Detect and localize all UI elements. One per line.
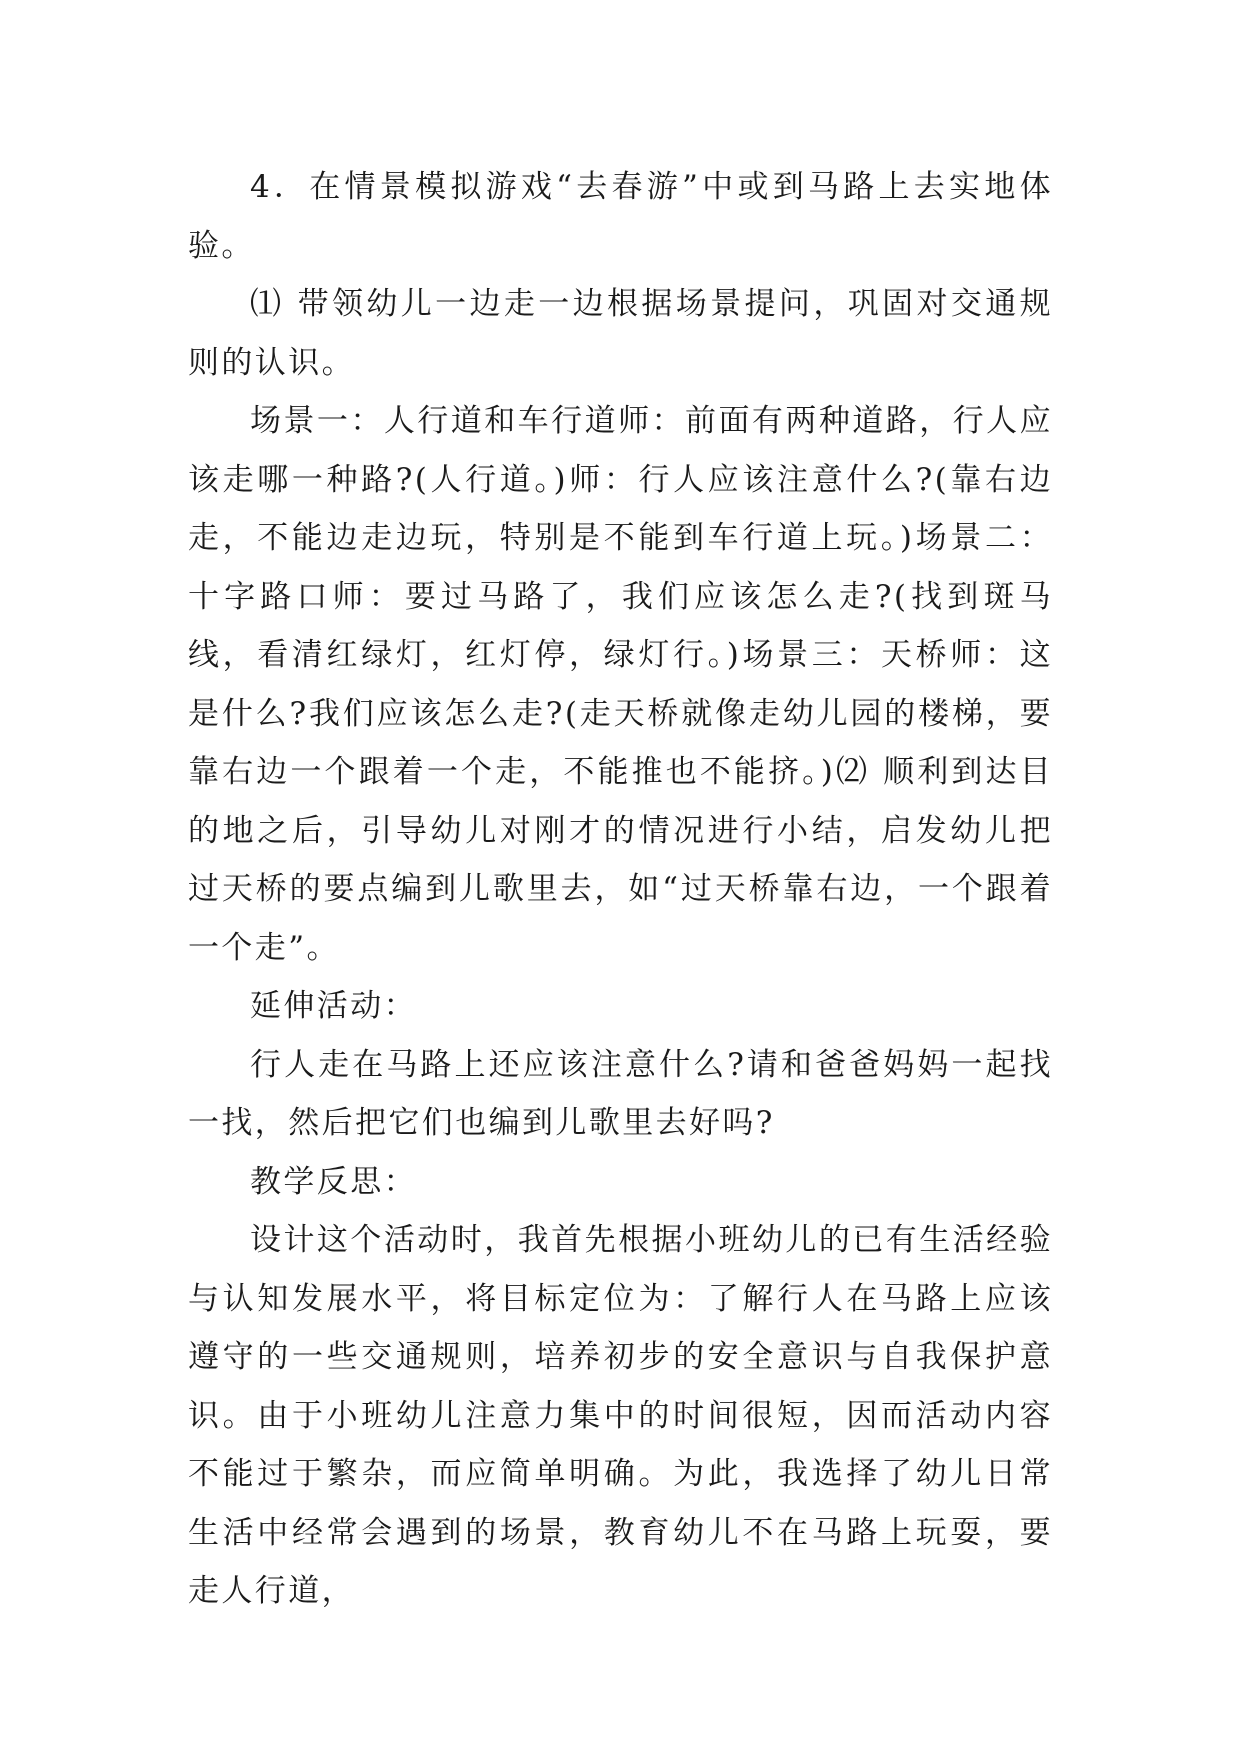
document-body bbox=[188, 158, 1053, 1621]
paragraph-extension-activity: 行人走在马路上还应该注意什么?请和爸爸妈妈一起找一找，然后把它们也编到儿歌里去好吗? bbox=[188, 1046, 1053, 1141]
paragraph-teaching-reflection: 设计这个活动时，我首先根据小班幼儿的已有生活经验与认知发展水平，将目标定位为：了解行人在马路上应该遵守的一些交通规则，培养初步的安全意识与自我保护意识。由于小班幼儿注意力集中的时间很短，因而活动内容不能过于繁杂，而应简单明确。为此，我选择了幼儿日常生活中经常会遇到的场景，教育幼儿不在马路上玩耍，要走人行道， bbox=[188, 1222, 1053, 1609]
heading-extension-activity: 延伸活动： bbox=[250, 988, 417, 1024]
heading-teaching-reflection: 教学反思： bbox=[250, 1163, 417, 1200]
paragraph-scenes: 场景一：人行道和车行道师：前面有两种道路，行人应该走哪一种路?(人行道。)师：行人应该注意什么?(靠右边走，不能边走边玩，特别是不能到车行道上玩。)场景二：十字路口师：要过马路了，我们应该怎么走?(找到斑马线，看清红绿灯，红灯停，绿灯行。)场景三：天桥师：这是什么?我们应该怎么走?(走天桥就像走幼儿园的楼梯，要靠右边一个跟着一个走，不能推也不能挤。)⑵ 顺利到达目的地之后，引导幼儿对刚才的情况进行小结，启发幼儿把过天桥的要点编到儿歌里去，如“过天桥靠右边，一个跟着一个走”。 bbox=[188, 403, 1053, 966]
paragraph-activity-step-4: 4．在情景模拟游戏“去春游”中或到马路上去实地体验。 bbox=[188, 169, 1053, 264]
paragraph-step-4-1: ⑴ 带领幼儿一边走一边根据场景提问，巩固对交通规则的认识。 bbox=[188, 286, 1053, 381]
